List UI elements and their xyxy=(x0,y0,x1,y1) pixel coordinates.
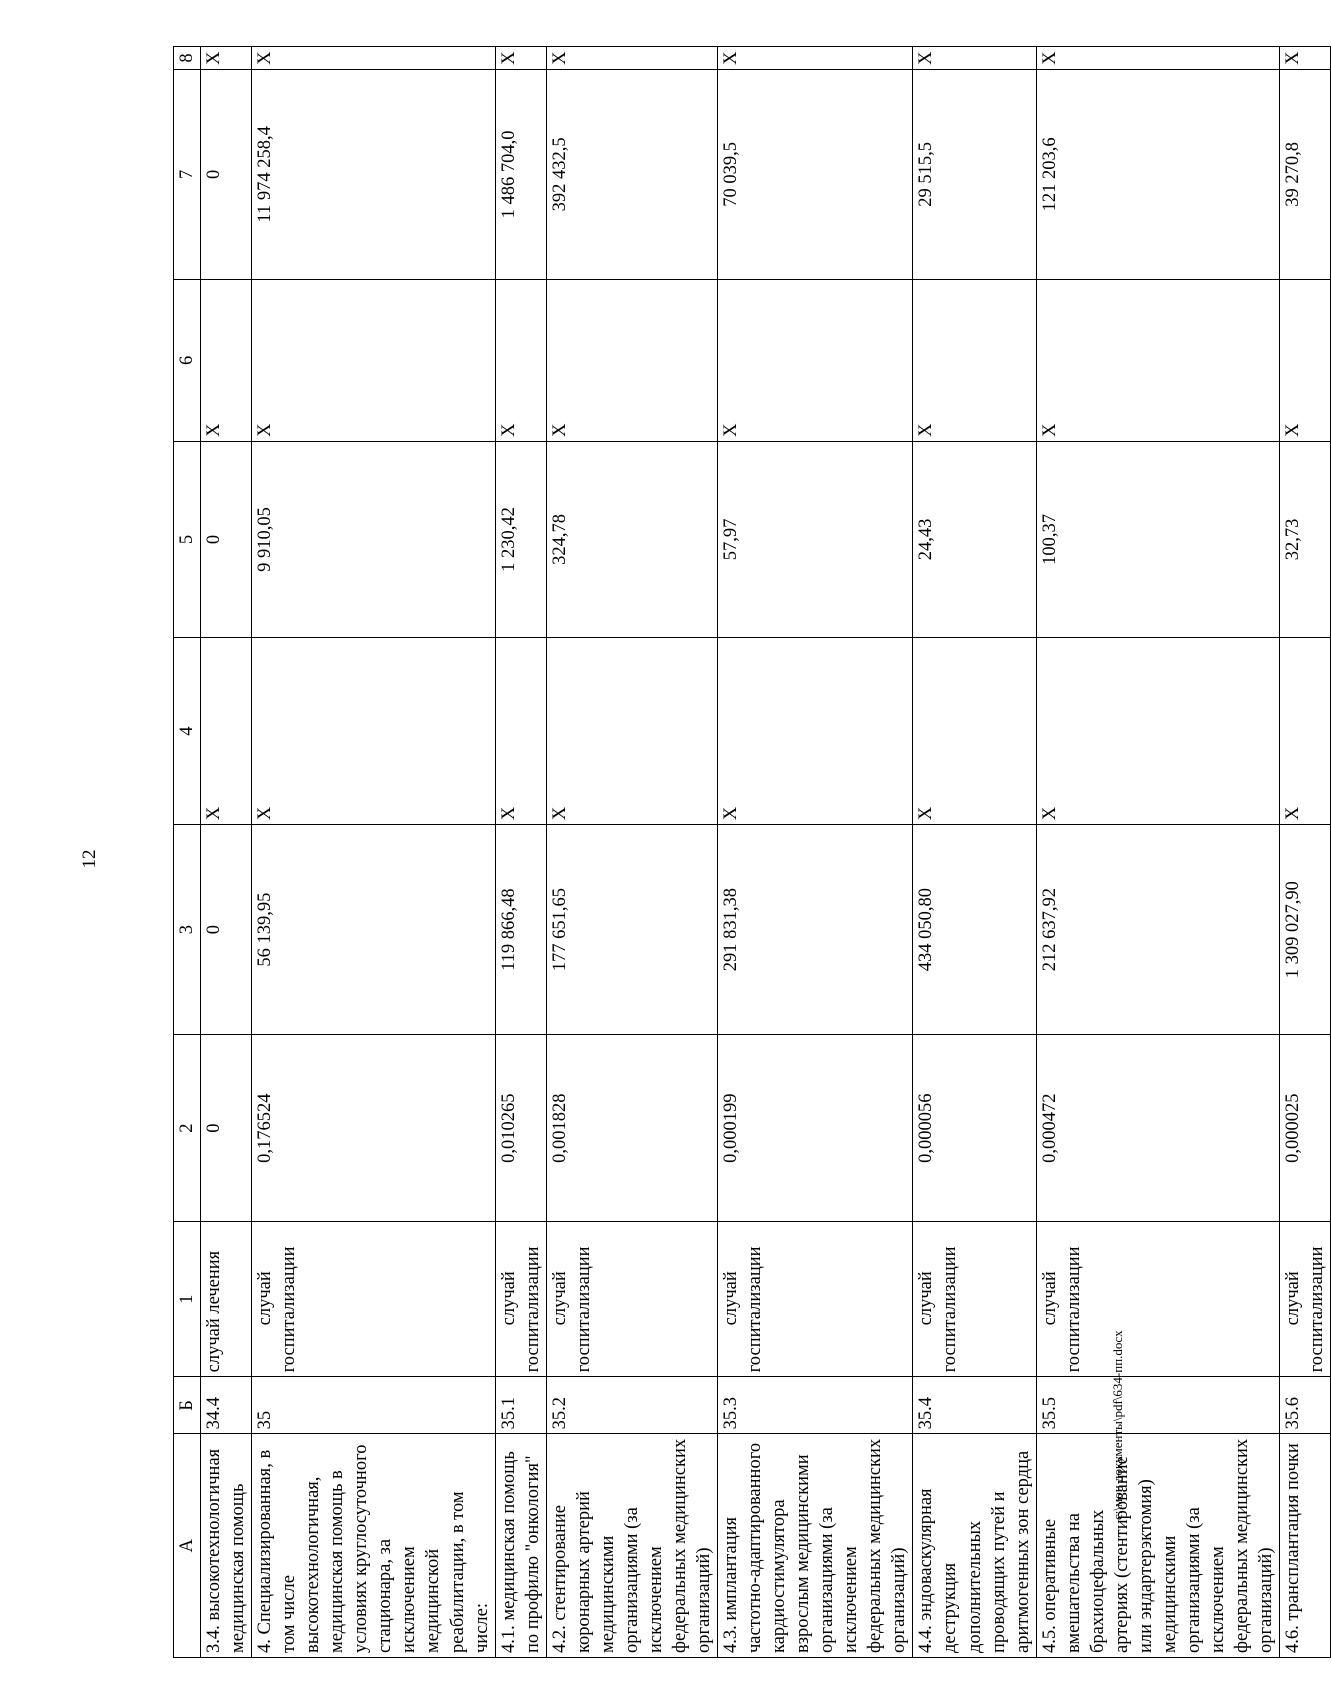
row-code: 34.4 xyxy=(201,1377,252,1434)
table-row xyxy=(1036,47,1279,1658)
value-col-8: X xyxy=(913,47,1036,70)
value-col-5: 24,43 xyxy=(913,441,1036,637)
row-description: 3.4. высокотехнологичная медицинская помощь xyxy=(201,1434,252,1658)
unit-text: случай госпитализации xyxy=(916,1246,961,1373)
value-col-3: 0 xyxy=(201,825,252,1035)
value-col-2: 0 xyxy=(201,1035,252,1222)
value-col-2: 0,001828 xyxy=(546,1035,717,1222)
row-code: 35.2 xyxy=(546,1377,717,1434)
row-unit xyxy=(1280,1222,1331,1377)
table-row xyxy=(718,47,913,1658)
value-col-8: X xyxy=(495,47,546,70)
row-description: 4.4. эндоваскулярная деструкция дополнительных проводящих путей и аритмогенных зон сердца xyxy=(913,1434,1036,1658)
value-col-3: 119 866,48 xyxy=(495,825,546,1035)
row-description: 4.2. стентирование коронарных артерий медицинскими организациями (за исключением федеральных медицинских организаций) xyxy=(546,1434,717,1658)
row-code: 35.3 xyxy=(718,1377,913,1434)
value-col-5: 57,97 xyxy=(718,441,913,637)
value-col-3: 291 831,38 xyxy=(718,825,913,1035)
unit-text: случай госпитализации xyxy=(498,1246,543,1373)
value-col-5: 0 xyxy=(201,441,252,637)
column-header: 4 xyxy=(174,638,201,825)
table-row xyxy=(201,47,252,1658)
value-col-6: X xyxy=(252,279,495,441)
column-header: А xyxy=(174,1434,201,1658)
value-col-8: X xyxy=(718,47,913,70)
row-code: 35 xyxy=(252,1377,495,1434)
unit-text: случай госпитализации xyxy=(255,1246,300,1373)
value-col-7: 39 270,8 xyxy=(1280,69,1331,279)
value-col-2: 0,000025 xyxy=(1280,1035,1331,1222)
column-header: 7 xyxy=(174,69,201,279)
value-col-7: 1 486 704,0 xyxy=(495,69,546,279)
value-col-2: 0,176524 xyxy=(252,1035,495,1222)
value-col-7: 121 203,6 xyxy=(1036,69,1279,279)
row-unit: случай лечения xyxy=(201,1222,252,1377)
row-unit xyxy=(718,1222,913,1377)
row-description: 4. Специализированная, в том числе высокотехнологичная, медицинская помощь в условиях круглосуточного стационара, за исключением медицинской реабилитации, в том числе: xyxy=(252,1434,495,1658)
value-col-2: 0,000056 xyxy=(913,1035,1036,1222)
row-unit xyxy=(1036,1222,1279,1377)
value-col-5: 324,78 xyxy=(546,441,717,637)
row-unit xyxy=(495,1222,546,1377)
table-row xyxy=(1280,47,1331,1658)
column-header: 5 xyxy=(174,441,201,637)
value-col-4: X xyxy=(913,638,1036,825)
column-header: 3 xyxy=(174,825,201,1035)
row-description: 4.3. имплантация частотно-адаптированного кардиостимулятора взрослым медицинскими организациями (за исключением федеральных медицинских организаций) xyxy=(718,1434,913,1658)
value-col-4: X xyxy=(718,638,913,825)
value-col-2: 0,010265 xyxy=(495,1035,546,1222)
value-col-4: X xyxy=(495,638,546,825)
value-col-4: X xyxy=(1280,638,1331,825)
row-description: 4.5. оперативные вмешательства на брахиоцефальных артериях (стентирование или эндартерэктомия) медицинскими организациями (за исключением федеральных медицинских организаций) xyxy=(1036,1434,1279,1658)
value-col-6: X xyxy=(495,279,546,441)
value-col-3: 434 050,80 xyxy=(913,825,1036,1035)
value-col-5: 1 230,42 xyxy=(495,441,546,637)
unit-text: случай госпитализации xyxy=(1039,1246,1084,1373)
row-unit xyxy=(252,1222,495,1377)
value-col-3: 1 309 027,90 xyxy=(1280,825,1331,1035)
value-col-7: 29 515,5 xyxy=(913,69,1036,279)
value-col-6: X xyxy=(1036,279,1279,441)
unit-text: случай госпитализации xyxy=(1283,1246,1328,1373)
table-row xyxy=(495,47,546,1658)
value-col-5: 100,37 xyxy=(1036,441,1279,637)
column-header: 6 xyxy=(174,279,201,441)
value-col-5: 32,73 xyxy=(1280,441,1331,637)
unit-text: случай госпитализации xyxy=(549,1246,594,1373)
value-col-8: X xyxy=(1036,47,1279,70)
value-col-8: X xyxy=(201,47,252,70)
value-col-3: 212 637,92 xyxy=(1036,825,1279,1035)
value-col-4: X xyxy=(546,638,717,825)
row-unit xyxy=(546,1222,717,1377)
row-code: 35.1 xyxy=(495,1377,546,1434)
header-row xyxy=(174,47,201,1658)
value-col-6: X xyxy=(546,279,717,441)
value-col-7: 70 039,5 xyxy=(718,69,913,279)
page-number: 12 xyxy=(79,849,100,869)
row-unit xyxy=(913,1222,1036,1377)
value-col-6: X xyxy=(201,279,252,441)
value-col-2: 0,000199 xyxy=(718,1035,913,1222)
value-col-8: X xyxy=(546,47,717,70)
value-col-4: X xyxy=(1036,638,1279,825)
column-header: 8 xyxy=(174,47,201,70)
column-header: 1 xyxy=(174,1222,201,1377)
value-col-6: X xyxy=(718,279,913,441)
value-col-7: 0 xyxy=(201,69,252,279)
table-row xyxy=(913,47,1036,1658)
value-col-7: 392 432,5 xyxy=(546,69,717,279)
value-col-3: 56 139,95 xyxy=(252,825,495,1035)
table-row xyxy=(252,47,495,1658)
value-col-8: X xyxy=(1280,47,1331,70)
value-col-6: X xyxy=(1280,279,1331,441)
column-header: Б xyxy=(174,1377,201,1434)
table-row xyxy=(546,47,717,1658)
row-description: 4.6. трансплантация почки xyxy=(1280,1434,1331,1658)
value-col-5: 9 910,05 xyxy=(252,441,495,637)
row-description: 4.1. медицинская помощь по профилю "онкология" xyxy=(495,1434,546,1658)
value-col-2: 0,000472 xyxy=(1036,1035,1279,1222)
value-col-6: X xyxy=(913,279,1036,441)
footer-file-path: c:\мои документы\pdf\634-пп.docx xyxy=(1110,1330,1125,1520)
row-code: 35.5 xyxy=(1036,1377,1279,1434)
data-table xyxy=(173,46,1331,1658)
value-col-8: X xyxy=(252,47,495,70)
value-col-4: X xyxy=(201,638,252,825)
row-code: 35.4 xyxy=(913,1377,1036,1434)
value-col-7: 11 974 258,4 xyxy=(252,69,495,279)
value-col-3: 177 651,65 xyxy=(546,825,717,1035)
column-header: 2 xyxy=(174,1035,201,1222)
unit-text: случай госпитализации xyxy=(721,1246,766,1373)
value-col-4: X xyxy=(252,638,495,825)
row-code: 35.6 xyxy=(1280,1377,1331,1434)
